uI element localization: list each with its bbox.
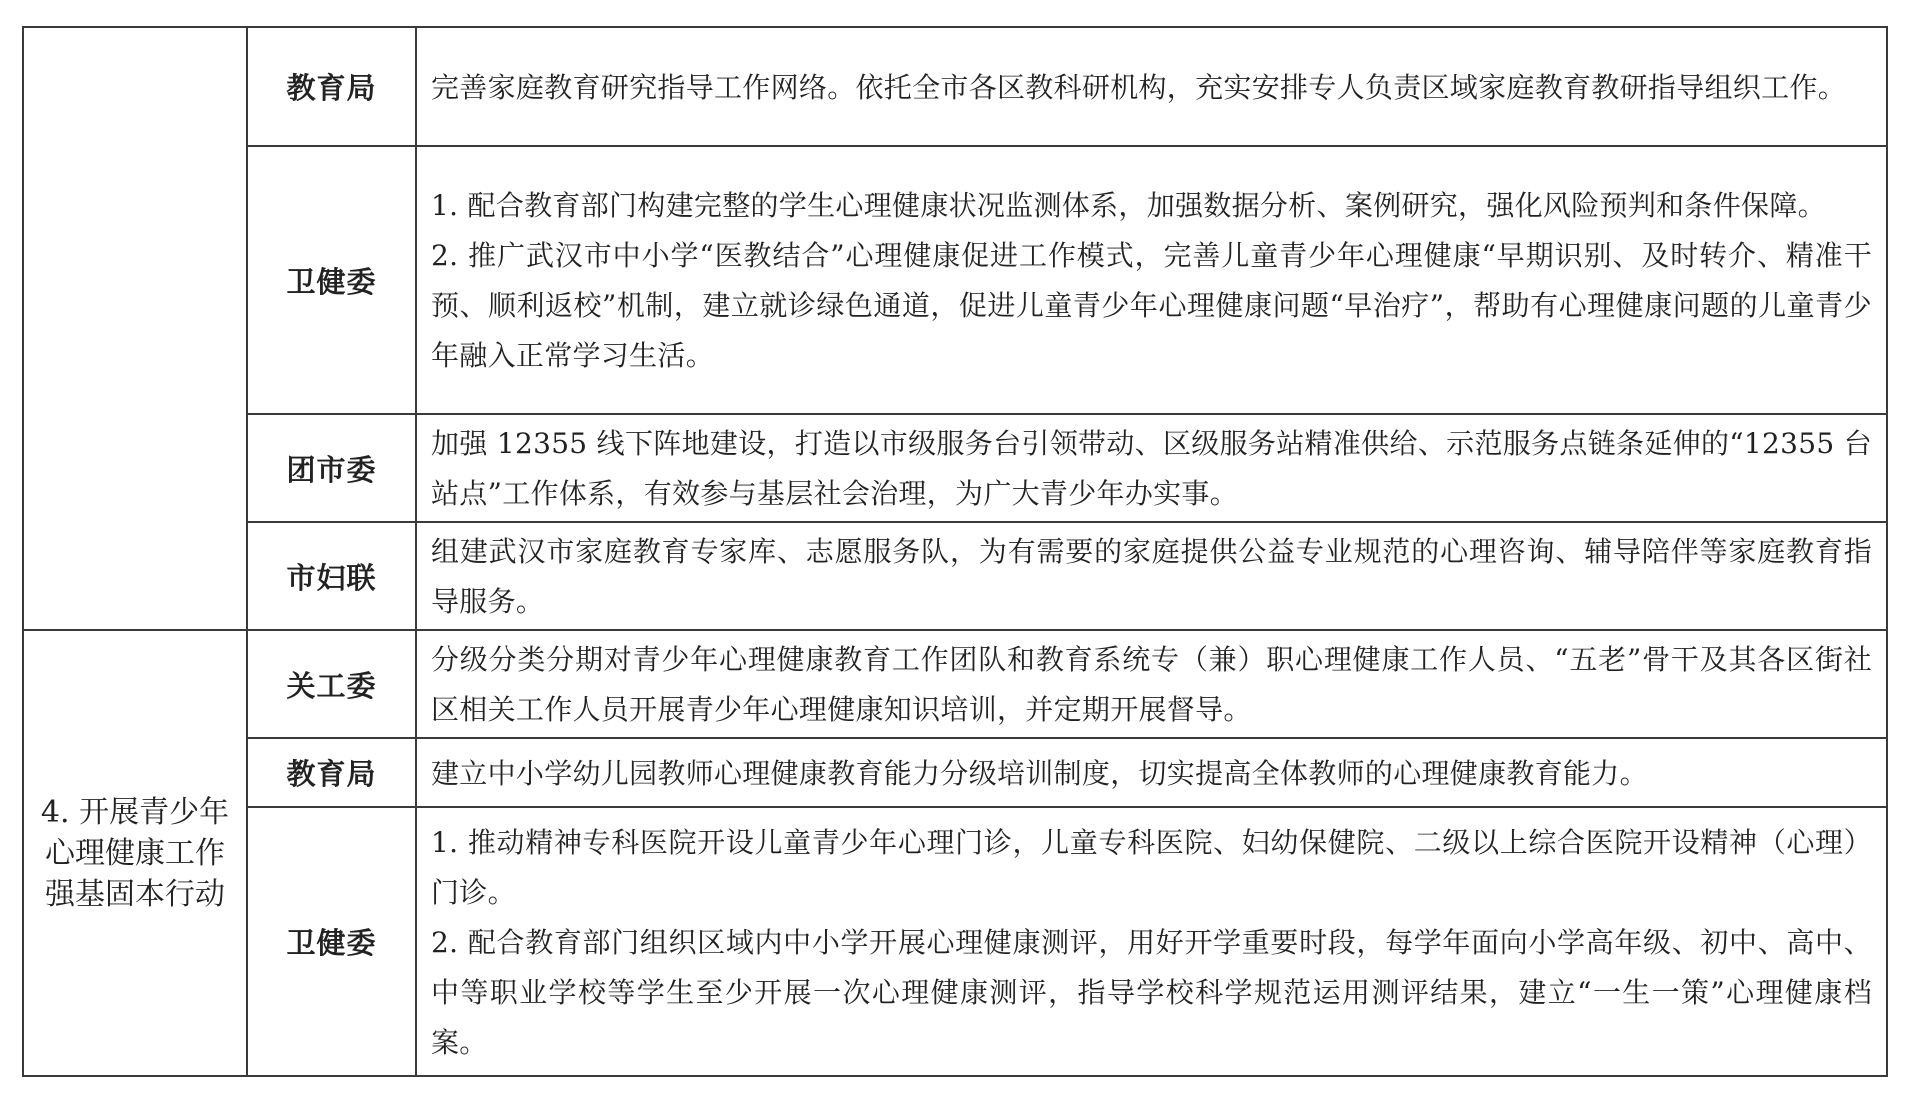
content-cell: [416, 27, 1887, 146]
table-row: [23, 414, 1887, 522]
dept-cell: 卫健委: [247, 807, 416, 1076]
table-row: [23, 630, 1887, 738]
content-paragraph: 1. 配合教育部门构建完整的学生心理健康状况监测体系，加强数据分析、案例研究，强化风险预判和条件保障。: [431, 189, 1826, 222]
content-paragraph: 完善家庭教育研究指导工作网络。依托全市各区教科研机构，充实安排专人负责区域家庭教育教研指导组织工作。: [431, 70, 1847, 104]
content-paragraph: 组建武汉市家庭教育专家库、志愿服务队，为有需要的家庭提供公益专业规范的心理咨询、辅导陪伴等家庭教育指导服务。: [431, 535, 1872, 618]
content-cell: [416, 807, 1887, 1076]
table-row: [23, 146, 1887, 414]
content-cell: [416, 522, 1887, 630]
content-cell: [416, 146, 1887, 414]
dept-cell: 教育局: [247, 27, 416, 146]
content-cell: [416, 414, 1887, 522]
table-row: [23, 807, 1887, 1076]
dept-cell: 关工委: [247, 630, 416, 738]
content-paragraph: 2. 配合教育部门组织区域内中小学开展心理健康测评，用好开学重要时段，每学年面向小学高年级、初中、高中、中等职业学校等学生至少开展一次心理健康测评，指导学校科学规范运用测评结果，建立“一生一策”心理健康档案。: [431, 925, 1872, 1059]
content-paragraph: 建立中小学幼儿园教师心理健康教育能力分级培训制度，切实提高全体教师的心理健康教育能力。: [431, 756, 1648, 790]
dept-cell: 市妇联: [247, 522, 416, 630]
action-cell: [23, 630, 247, 1076]
content-cell: [416, 630, 1887, 738]
table-row: [23, 738, 1887, 807]
dept-cell: 教育局: [247, 738, 416, 807]
action-label: 4. 开展青少年心理健康工作强基固本行动: [40, 794, 230, 912]
dept-cell: 卫健委: [247, 146, 416, 414]
content-cell: [416, 738, 1887, 807]
action-cell: [23, 27, 247, 630]
content-paragraph: 1. 推动精神专科医院开设儿童青少年心理门诊，儿童专科医院、妇幼保健院、二级以上综合医院开设精神（心理）门诊。: [431, 825, 1872, 909]
content-paragraph: 分级分类分期对青少年心理健康教育工作团队和教育系统专（兼）职心理健康工作人员、“五老”骨干及其各区街社区相关工作人员开展青少年心理健康知识培训，并定期开展督导。: [431, 643, 1872, 726]
table-row: [23, 27, 1887, 146]
responsibility-table: [22, 26, 1888, 1077]
table-row: [23, 522, 1887, 630]
dept-cell: 团市委: [247, 414, 416, 522]
content-paragraph: 2. 推广武汉市中小学“医教结合”心理健康促进工作模式，完善儿童青少年心理健康“早期识别、及时转介、精准干预、顺利返校”机制，建立就诊绿色通道，促进儿童青少年心理健康问题“早治疗”，帮助有心理健康问题的儿童青少年融入正常学习生活。: [431, 239, 1872, 372]
content-paragraph: 加强 12355 线下阵地建设，打造以市级服务台引领带动、区级服务站精准供给、示范服务点链条延伸的“12355 台站点”工作体系，有效参与基层社会治理，为广大青少年办实事。: [431, 427, 1872, 510]
